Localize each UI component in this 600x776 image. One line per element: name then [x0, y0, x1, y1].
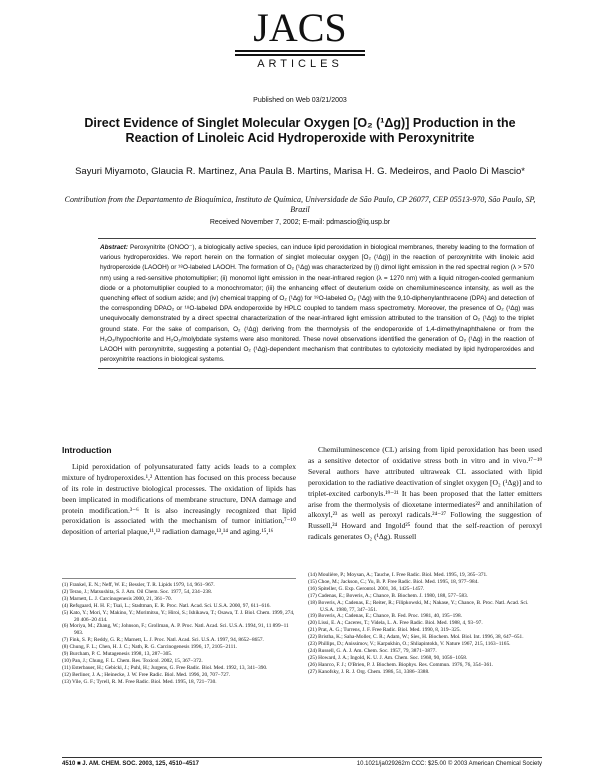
- logo-rules: [235, 50, 365, 56]
- abstract-label: Abstract:: [100, 244, 129, 251]
- body-column-right: [308, 445, 542, 543]
- references-left: [62, 578, 296, 686]
- reference-item: (14) Moulière, P.; Moysan, A.; Tauche, I. Free Radic. Biol. Med. 1995, 19, 365−371.: [308, 572, 488, 578]
- body-column-left: [62, 445, 296, 538]
- article-title: Direct Evidence of Singlet Molecular Oxygen [O₂ (¹Δg)] Production in the Reaction of Linoleic Acid Hydroperoxide with Peroxynitrite: [84, 116, 516, 145]
- footer-doi: 10.1021/ja029262m CCC: $25.00 © 2003 American Chemical Society: [356, 761, 542, 767]
- reference-item: (15) Choe, M.; Jackson, C.; Yu, B. P. Free Radic. Biol. Med. 1995, 18, 977−984.: [308, 578, 479, 585]
- reference-item: (22) Bristha, K.; Saha-Moller, C. R.; Adam, W.; Sies, H. Biochem. Mol. Biol. Int. 1996, 38, 647−651.: [308, 634, 524, 641]
- reference-item: (5) Kato, Y.; Mori, Y.; Makino, Y.; Morimitsu, Y.; Hiroi, S.; Ishikawa, T.; Osawa, T. J. Biol. Chem. 1999, 274, 20 406−20 414.: [62, 609, 295, 623]
- references-right: [308, 572, 542, 676]
- page-footer: [62, 757, 542, 772]
- affiliation: Contribution from the Departamento de Bioquímica, Instituto de Química, Universidade de São Paulo, CP 26077, CEP 05513-970, São Paulo, SP, Brazil: [64, 195, 536, 214]
- reference-item: (1) Frankel, E. N.; Neff, W. E.; Bessler, T. R. Lipids 1979, 14, 961−967.: [62, 582, 215, 588]
- reference-item: (10) Pan, J.; Chung, F. L. Chem. Res. Toxicol. 2002, 15, 367−372.: [62, 657, 203, 664]
- reference-item: (13) Vile, G. F.; Tyrell, R. M. Free Radic. Biol. Med. 1995, 18, 721−730.: [62, 678, 217, 685]
- reference-item: (17) Cadenas, E.; Boveris, A.; Chance, B. Biochem. J. 1980, 188, 577−583.: [308, 592, 469, 599]
- reference-item: (9) Burcham, P. C. Mutagenesis 1998, 13, 287−305.: [62, 651, 173, 658]
- reference-item: (11) Esterbauer, H.; Gebicki, J.; Puhl, H.; Jurgens, G. Free Radic. Biol. Med. 1992, 13, 341−390.: [62, 664, 268, 671]
- reference-item: (24) Russell, G. A. J. Am. Chem. Soc. 1957, 79, 3871−3877.: [308, 647, 437, 654]
- reference-item: (16) Spiteller, G. Exp. Gerontol. 2001, 36, 1425−1457.: [308, 585, 425, 592]
- reference-item: (12) Berliner, J. A.; Heinecke, J. W. Free Radic. Biol. Med. 1996, 20, 707−727.: [62, 671, 230, 678]
- reference-item: (8) Chung, F. L.; Chen, H. J. C.; Nath, R. G. Carcinogenesis 1996, 17, 2105−2111.: [62, 644, 238, 651]
- reference-item: (4) Refsgaard, H. H. F.; Tsai, L.; Stadtman, E. R. Proc. Natl. Acad. Sci. U.S.A. 2000, 97, 611−616.: [62, 602, 271, 609]
- reference-item: (23) Phillips, D.; Anissimov, V.; Karpukhin, O.; Shliapintokh, V. Nature 1967, 215, 1163−1165.: [308, 641, 511, 648]
- reference-item: (25) Howard, J. A.; Ingold, K. U. J. Am. Chem. Soc. 1968, 90, 1056−1058.: [308, 654, 468, 661]
- reference-item: (2) Terao, J.; Matsushita, S. J. Am. Oil Chem. Soc. 1977, 54, 234−238.: [62, 588, 213, 595]
- intro-paragraph-1: Lipid peroxidation of polyunsaturated fatty acids leads to a complex mixture of hydroperoxides.¹,² Attention has focused on this process because of its role in destructive biological processes. The oxidation of lipids has been implicated in modifications of membrane structure, DNA damage and protein modification.³⁻⁶ It is also increasingly recognized that lipid peroxidation is associated with the mechanism of tumor initiation,⁷⁻¹⁰ deposition of arterial plaque,¹¹,¹² radiation damage,¹³,¹⁴ and aging.¹⁵,¹⁶: [62, 461, 296, 537]
- reference-item: (18) Boveris, A.; Cadenas, E.; Reiter, R.; Filipkowski, M.; Nakase, Y.; Chance, B. Proc. Natl. Acad. Sci. U.S.A. 1980, 77, 347−351.: [308, 599, 529, 613]
- intro-paragraph-2: Chemiluminescence (CL) arising from lipid peroxidation has been used as a sensitive detector of oxidative stress both in vitro and in vivo.¹⁷⁻¹⁹ Several authors have attributed ultraweak CL associated with lipid peroxidation to the radiative deactivation of singlet oxygen [O₂ (¹Δg)] and to triplet-excited carbonyls.¹⁹⁻²¹ It has been proposed that the latter emitters arise from the thermolysis of dioxetane intermediates²² and annihilation of alkoxyl,²³ as well as peroxyl radicals.²⁴⁻²⁷ Following the suggestion of Russell,²⁴ Howard and Ingold²⁵ found that the self-reaction of peroxyl radicals generates O₂ (¹Δg). Russell: [308, 445, 542, 542]
- abstract: [98, 238, 536, 369]
- author-list: Sayuri Miyamoto, Glaucia R. Martinez, Ana Paula B. Martins, Marisa H. G. Medeiros, and Paolo Di Mascio*: [75, 166, 525, 177]
- received-date: Received November 7, 2002; E-mail: pdmascio@iq.usp.br: [209, 219, 391, 226]
- reference-item: (6) Moriya, M.; Zhang, W.; Johnson, F.; Grollman, A. P. Proc. Natl. Acad. Sci. U.S.A. 1994, 91, 11 899−11 903.: [62, 623, 289, 637]
- published-on-web: Published on Web 03/21/2003: [253, 97, 347, 104]
- journal-section-label: ARTICLES: [257, 58, 343, 70]
- journal-logo-text: JACS: [253, 5, 347, 50]
- reference-item: (21) Prat, A. G.; Turrens, J. F. Free Radic. Biol. Med. 1990, 8, 319−325.: [308, 627, 461, 634]
- reference-item: (7) Fink, S. P.; Reddy, G. R.; Marnett, L. J. Proc. Natl. Acad. Sci. U.S.A. 1997, 94, 8652−8657.: [62, 637, 264, 644]
- abstract-text: Peroxynitrite (ONOO⁻), a biologically active species, can induce lipid peroxidation in biological membranes, thereby leading to the formation of various hydroperoxides. We report herein on the formation of singlet molecular oxygen [O₂ (¹Δg)] in the reaction of peroxynitrite with linoleic acid hydroperoxide (LAOOH) or ¹⁸O-labeled LAOOH. The formation of O₂ (¹Δg) was characterized by (i) dimol light emission in the red spectral region (λ > 570 nm) using a red-sensitive photomultiplier; (ii) monomol light emission in the near-infrared region (λ = 1270 nm) with a liquid nitrogen-cooled germanium diode or a photomultiplier coupled to a monochromator; (iii) the enhancing effect of deuterium oxide on chemiluminescence intensity, as well as the quenching effect of sodium azide; and (iv) chemical trapping of O₂ (¹Δg) for ¹⁸O-labeled O₂ (¹Δg) with the 9,10-diphenylanthracene (DPA) and detection of the corresponding DPAO₂ or ¹⁸O-labeled DPA endoperoxide by HPLC coupled to tandem mass spectrometry. Moreover, the presence of O₂ (¹Δg) was unequivocally demonstrated by a direct spectral characterization of the near-infrared light emission attributed to the transition of O₂ (¹Δg) to the triplet ground state. For the sake of comparison, O₂ (¹Δg) deriving from the thermolysis of the endoperoxide of 1,4-dimethylnaphthalene or from the H₂O₂/hypochlorite and H₂O₂/molybdate systems were also monitored. These novel observations identified the generation of O₂ (¹Δg) in the reaction of LAOOH with peroxynitrite, suggesting a potential O₂ (¹Δg)-dependent mechanism that contributes to cytotoxicity mediated by lipid hydroperoxides and peroxynitrite reactions in biological systems.: [100, 244, 534, 364]
- reference-item: (20) Lissi, E. A.; Caceres, T.; Videla, L. A. Free Radic. Biol. Med. 1988, 4, 93−97.: [308, 620, 483, 627]
- footer-citation: 4510 ■ J. AM. CHEM. SOC. 2003, 125, 4510−4517: [62, 761, 199, 767]
- section-heading: Introduction: [62, 445, 112, 455]
- reference-item: (27) Kanofsky, J. R. J. Org. Chem. 1986, 51, 3386−3388.: [308, 668, 430, 675]
- journal-logo: [0, 5, 600, 70]
- reference-item: (26) Hanrco, F. J.; O'Brien, P. J. Biochem. Biophys. Res. Commun. 1976, 76, 354−361.: [308, 661, 494, 668]
- reference-item: (3) Marnett, L. J. Carcinogenesis 2000, 21, 361−70.: [62, 595, 172, 602]
- reference-item: (19) Boveris, A.; Cadenas, E.; Chance, B. Fed. Proc. 1981, 40, 195−198.: [308, 613, 462, 620]
